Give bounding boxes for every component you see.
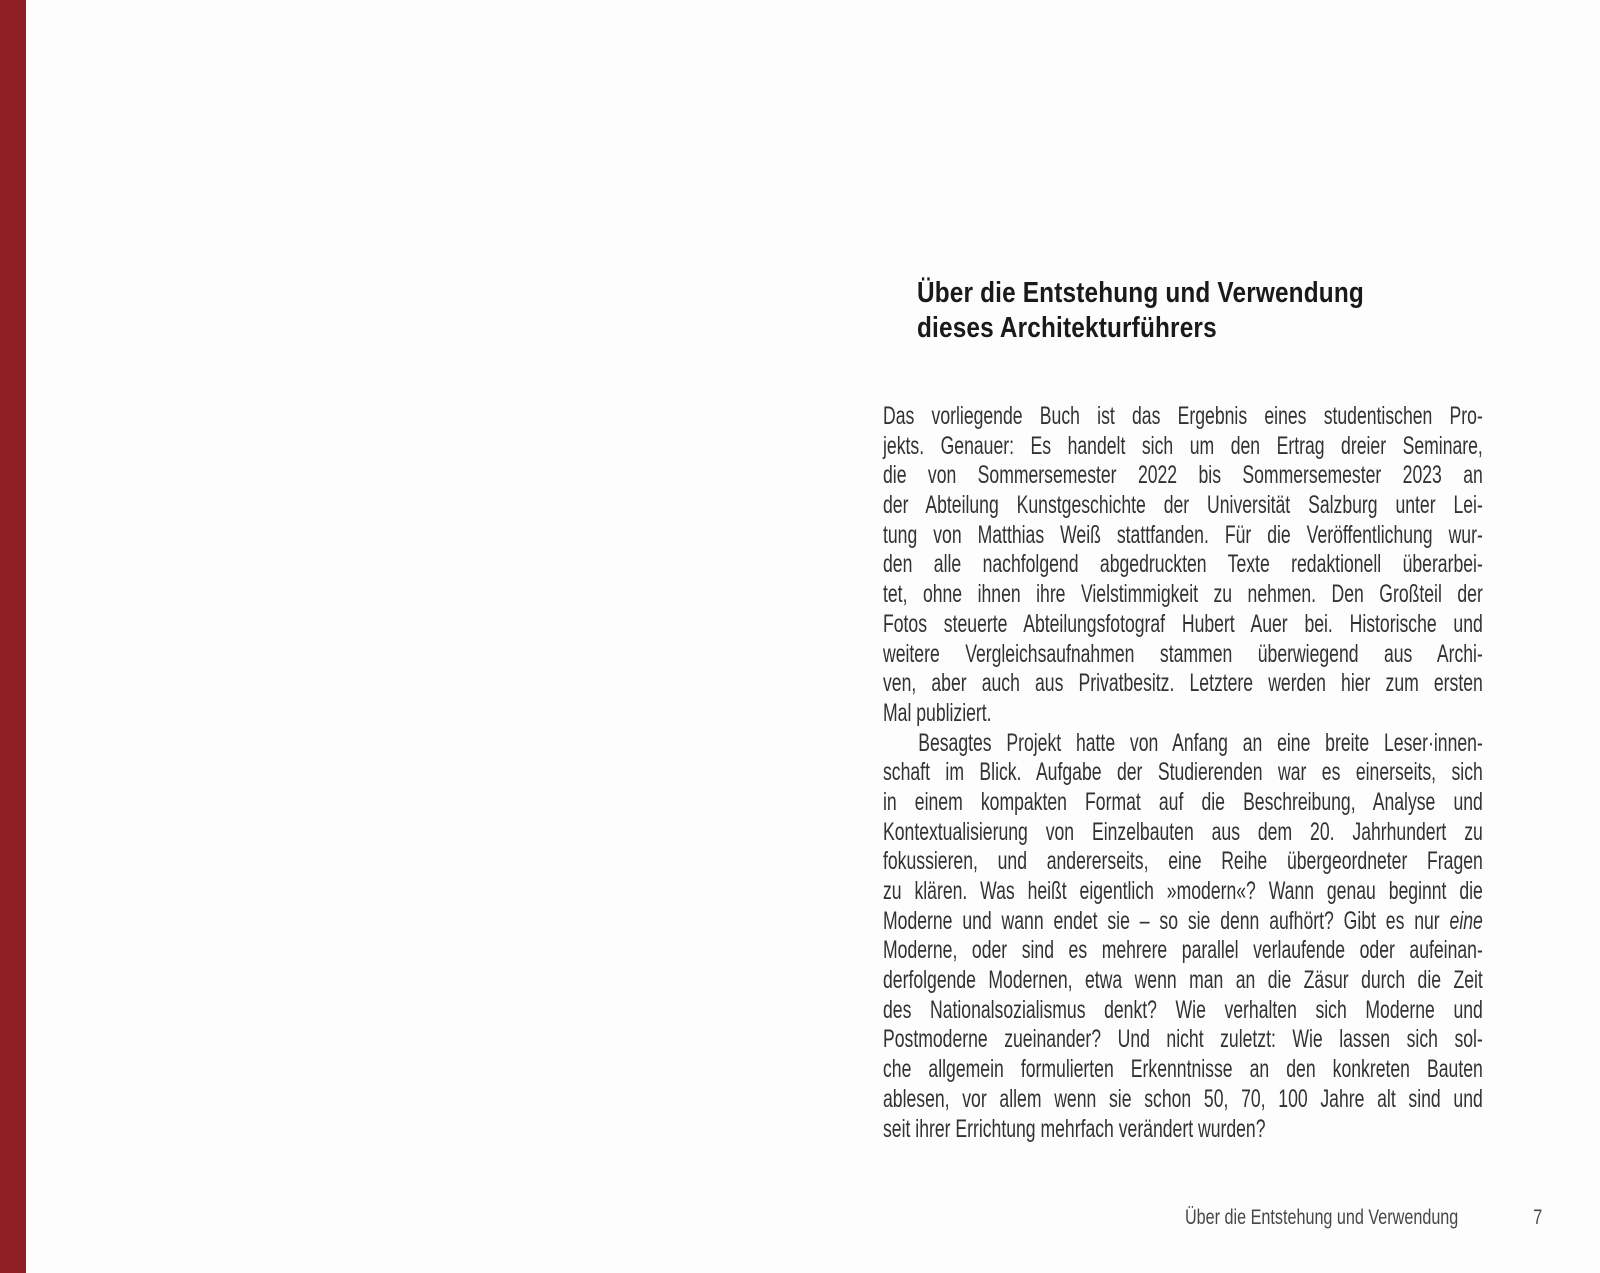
text-line: fokussieren, und andererseits, eine Reihe übergeordneter Fragen xyxy=(883,847,1483,876)
text-line: in einem kompakten Format auf die Beschreibung, Analyse und xyxy=(883,787,1483,816)
text-line: Besagtes Projekt hatte von Anfang an eine breite Leser·innen- xyxy=(918,728,1483,757)
text-line: den alle nachfolgend abgedruckten Texte redaktionell überarbei- xyxy=(883,550,1483,579)
page-title-line-1: Über die Entstehung und Verwendung xyxy=(917,277,1364,309)
text-line: tung von Matthias Weiß stattfanden. Für die Veröffentlichung wur- xyxy=(883,520,1483,549)
text-line: che allgemein formulierten Erkenntnisse an den konkreten Bauten xyxy=(883,1055,1483,1084)
text-line: Fotos steuerte Abteilungsfotograf Hubert Auer bei. Historische und xyxy=(883,609,1483,638)
text-line: die von Sommersemester 2022 bis Sommersemester 2023 an xyxy=(883,461,1483,490)
text-line: des Nationalsozialismus denkt? Wie verhalten sich Moderne und xyxy=(883,995,1483,1024)
red-spine-edge xyxy=(0,0,26,1273)
text-line: Moderne, oder sind es mehrere parallel verlaufende oder aufeinan- xyxy=(883,936,1483,965)
text-line: tet, ohne ihnen ihre Vielstimmigkeit zu nehmen. Den Großteil der xyxy=(883,580,1483,609)
text-line: Kontextualisierung von Einzelbauten aus dem 20. Jahrhundert zu xyxy=(883,817,1483,846)
text-line: Moderne und wann endet sie – so sie denn aufhört? Gibt es nur eine xyxy=(883,906,1483,935)
text-line: weitere Vergleichsaufnahmen stammen überwiegend aus Archi- xyxy=(883,639,1483,668)
text-line: Das vorliegende Buch ist das Ergebnis eines studentischen Pro- xyxy=(883,402,1483,430)
text-line: seit ihrer Errichtung mehrfach verändert wurden? xyxy=(883,1114,1266,1143)
text-line: der Abteilung Kunstgeschichte der Universität Salzburg unter Lei- xyxy=(883,491,1483,520)
text-line: zu klären. Was heißt eigentlich »modern«? Wann genau beginnt die xyxy=(883,877,1483,905)
text-line: ablesen, vor allem wenn sie schon 50, 70, 100 Jahre alt sind und xyxy=(883,1084,1483,1113)
body-text xyxy=(883,402,1483,1144)
running-head: Über die Entstehung und Verwendung xyxy=(1185,1206,1459,1229)
page-title xyxy=(917,276,1364,346)
text-line: ven, aber auch aus Privatbesitz. Letztere werden hier zum ersten xyxy=(883,669,1483,698)
page-title-line-2: dieses Architekturführers xyxy=(917,312,1217,344)
page-number: 7 xyxy=(1533,1206,1543,1229)
text-line: Postmoderne zueinander? Und nicht zuletzt: Wie lassen sich sol- xyxy=(883,1025,1483,1054)
text-line: jekts. Genauer: Es handelt sich um den Ertrag dreier Seminare, xyxy=(883,431,1483,460)
text-line: Mal publiziert. xyxy=(883,698,992,727)
text-line: schaft im Blick. Aufgabe der Studierenden war es einerseits, sich xyxy=(883,758,1483,787)
text-line: derfolgende Modernen, etwa wenn man an die Zäsur durch die Zeit xyxy=(883,966,1483,995)
page-footer xyxy=(1185,1206,1542,1230)
